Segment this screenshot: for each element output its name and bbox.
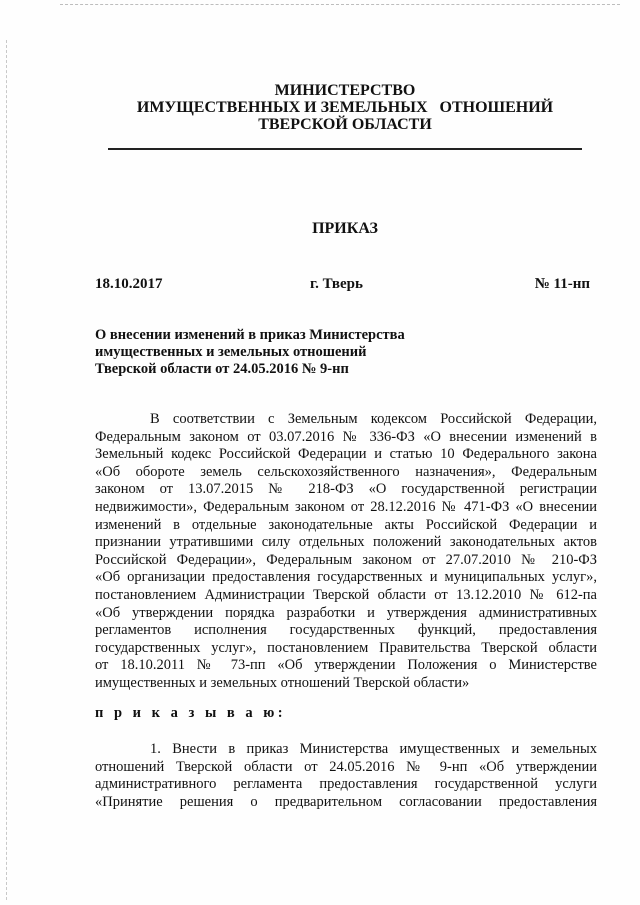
preamble-line: «Об обороте земель сельскохозяйственного назначения», Федеральным [95,463,597,480]
preamble-line: Земельный кодекс Российской Федерации и статью 10 Федерального закона [95,446,597,463]
order-date: 18.10.2017 [95,276,163,292]
preamble-paragraph [95,411,597,693]
order-title: ПРИКАЗ [312,220,378,237]
preamble-line: государственных услуг», постановлением Правительства Тверской области [95,639,597,656]
subject-line: О внесении изменений в приказ Министерства [95,327,405,343]
preamble-line: от 18.10.2011 № 73-пп «Об утверждении Положения о Министерстве [95,657,597,674]
header-line-2: ИМУЩЕСТВЕННЫХ И ЗЕМЕЛЬНЫХ ОТНОШЕНИЙ [136,99,554,116]
preamble-line: постановлением Администрации Тверской области от 13.12.2010 № 612-па [95,586,597,603]
item-line: «Принятие решения о предварительном согласовании предоставления [95,793,597,810]
preamble-line: В соответствии с Земельным кодексом Российской Федерации, [150,411,597,427]
item-line: административного регламента предоставления государственной услуги [95,776,597,793]
preamble-line: признании утратившими силу отдельных положений законодательных актов [95,534,597,551]
subject-line: Тверской области от 24.05.2016 № 9-нп [95,361,349,377]
item-line: отношений Тверской области от 24.05.2016 № 9-нп «Об утверждении [95,758,597,775]
preamble-line: регламентов исполнения государственных функций, предоставления [95,622,597,639]
item-line: 1. Внести в приказ Министерства имущественных и земельных [150,741,597,757]
preamble-line: «Об утверждении порядка разработки и утверждения административных [95,604,597,621]
preamble-line: имущественных и земельных отношений Тверской области» [95,674,470,691]
order-city: г. Тверь [310,276,363,292]
header-line-3: ТВЕРСКОЙ ОБЛАСТИ [258,116,432,133]
preamble-line: Российской Федерации», Федеральным законом от 27.07.2010 № 210-ФЗ [95,551,597,568]
preamble-line: недвижимости», Федеральным законом от 28.12.2016 № 471-ФЗ «О внесении [95,498,597,515]
order-item-1 [95,741,597,811]
preamble-line: «Об организации предоставления государственных и муниципальных услуг», [95,569,597,586]
ministry-header [95,82,595,133]
order-number: № 11-нп [534,276,590,292]
order-subject [95,327,475,378]
order-decree-word: п р и к а з ы в а ю: [95,705,287,721]
subject-line: имущественных и земельных отношений [95,344,367,360]
preamble-line: изменений в отдельные законодательные акты Российской Федерации и [95,516,597,533]
scan-edge-left [6,40,8,900]
preamble-line: Федеральным законом от 03.07.2016 № 336-ФЗ «О внесении изменений в [95,428,597,445]
header-divider [108,148,582,150]
header-line-1: МИНИСТЕРСТВО [274,82,416,99]
scan-edge-top [60,4,620,7]
preamble-line: законом от 13.07.2015 № 218-ФЗ «О государственной регистрации [95,481,597,498]
